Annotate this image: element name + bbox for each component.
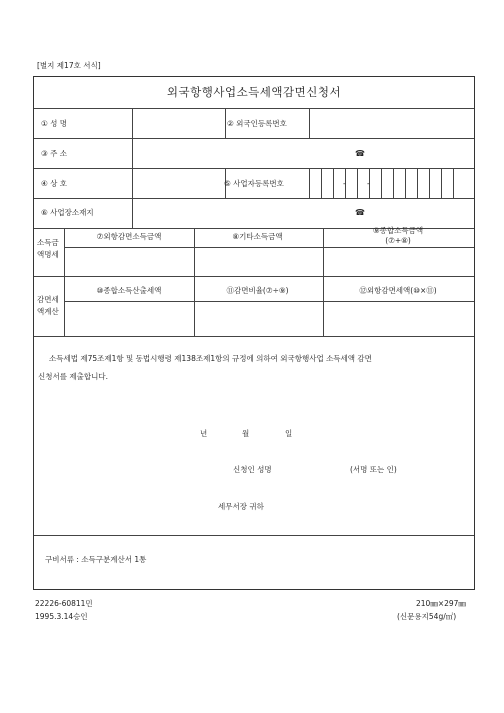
- paper-size: 210㎜×297㎜: [416, 599, 466, 608]
- reg-box-line: [405, 168, 406, 198]
- vline-section-col2: [194, 228, 195, 336]
- divider-sec1: [34, 276, 474, 277]
- reg-box-line: [417, 168, 418, 198]
- date-day: 일: [285, 429, 293, 438]
- reg-box-line: [441, 168, 442, 198]
- col-total-income-formula: (⑦+⑧): [385, 236, 411, 245]
- form-title: 외국항행사업소득세액감면신청서: [166, 85, 342, 99]
- attachment-note: 구비서류 : 소득구분계산서 1통: [45, 555, 147, 564]
- section1-label: 액명세: [37, 250, 59, 259]
- phone-icon: ☎: [355, 149, 365, 158]
- declaration-text: 신청서를 제출합니다.: [38, 372, 108, 381]
- signature-note: (서명 또는 인): [350, 465, 397, 474]
- date-year: 년: [200, 429, 208, 438]
- col-exempt-tax: ⑫외항감면세액(⑩×⑪): [359, 286, 437, 295]
- section2-label: 감면세: [37, 295, 59, 304]
- address-label: ③ 주 소: [41, 149, 67, 158]
- approval-date: 1995.3.14승인: [35, 612, 88, 621]
- vline-name-mid: [225, 108, 226, 138]
- foreigner-reg-no-label: ② 외국인등록번호: [227, 119, 287, 128]
- reg-box-line: [321, 168, 322, 198]
- reg-box-line: [381, 168, 382, 198]
- divider-attachment: [34, 535, 474, 536]
- col-total-income: ⑨종합소득금액: [372, 226, 424, 235]
- declaration-text: 소득세법 제75조제1항 및 동법시행령 제138조제1항의 규정에 의하여 외국항행사업 소득세액 감면: [49, 354, 372, 363]
- vline-label: [132, 108, 133, 228]
- form-number-tag: [별지 제17호 서식]: [37, 61, 101, 70]
- paper-type: (신문용지54g/㎡): [397, 612, 457, 621]
- divider-sec2: [34, 336, 474, 337]
- reg-no-dash: -: [343, 179, 346, 188]
- trade-name-label: ④ 상 호: [41, 179, 67, 188]
- workplace-label: ⑥ 사업장소재지: [41, 208, 94, 217]
- date-month: 월: [242, 429, 250, 438]
- reg-box-line: [333, 168, 334, 198]
- reg-box-line: [357, 168, 358, 198]
- vline-name-mid2: [309, 108, 310, 138]
- divider-sec2-header: [64, 301, 474, 302]
- recipient: 세무서장 귀하: [218, 502, 264, 511]
- reg-no-dash: -: [367, 179, 370, 188]
- divider-title: [34, 108, 474, 109]
- form-frame: [33, 76, 475, 590]
- vline-section-label: [64, 228, 65, 336]
- reg-box-line: [393, 168, 394, 198]
- form-code: 22226-60811민: [35, 599, 93, 608]
- reg-box-line: [429, 168, 430, 198]
- col-computed-tax: ⑩종합소득산출세액: [96, 286, 162, 295]
- vline-trade-mid2: [309, 168, 310, 198]
- applicant-label: 신청인 성명: [233, 465, 272, 474]
- divider-sec1-header: [64, 247, 474, 248]
- divider-row1: [34, 138, 474, 139]
- divider-row3: [34, 198, 474, 199]
- phone-icon: ☎: [355, 208, 365, 217]
- business-reg-no-label: ⑤ 사업자등록번호: [224, 179, 284, 188]
- col-other-income: ⑧기타소득금액: [232, 232, 283, 241]
- reg-box-line: [453, 168, 454, 198]
- divider-row2: [34, 168, 474, 169]
- section1-label: 소득금: [37, 238, 59, 247]
- name-label: ① 성 명: [41, 119, 67, 128]
- col-exempt-income: ⑦외항감면소득금액: [96, 232, 162, 241]
- col-exemption-ratio: ⑪감면비율(⑦÷⑨): [226, 286, 289, 295]
- section2-label: 액계산: [37, 307, 59, 316]
